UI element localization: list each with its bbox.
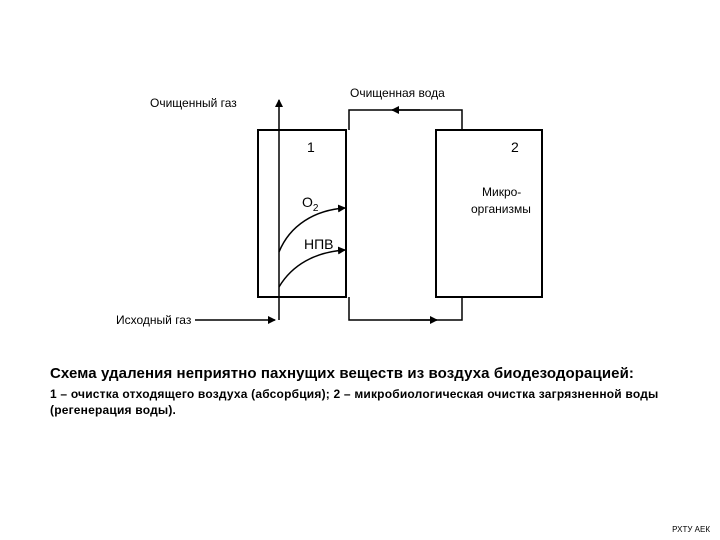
dirty-water-line [349, 297, 462, 320]
caption-title: Схема удаления неприятно пахнущих веществ из воздуха биодезодорацией: [50, 365, 634, 382]
o2-subscript: 2 [312, 203, 319, 214]
npv-transfer-curve [279, 250, 345, 287]
unit-2-number: 2 [511, 139, 519, 155]
microorganisms-label-line1: Микро- [482, 185, 522, 199]
o2-label [302, 194, 319, 214]
clean-gas-label: Очищенный газ [150, 96, 237, 110]
npv-label: НПВ [304, 236, 334, 252]
o2-text: O [302, 194, 313, 210]
source-gas-label: Исходный газ [116, 313, 192, 327]
unit-1-number: 1 [307, 139, 315, 155]
microorganisms-label-line2: организмы [471, 202, 531, 216]
clean-water-label: Очищенная вода [350, 86, 445, 100]
footer-mark: РХТУ АЕК [672, 525, 710, 534]
caption-body: 1 – очистка отходящего воздуха (абсорбция); 2 – микробиологическая очистка загрязненной воды (регенерация воды). [50, 387, 659, 417]
water-return-line [349, 110, 462, 130]
absorber-unit-1 [258, 130, 346, 297]
